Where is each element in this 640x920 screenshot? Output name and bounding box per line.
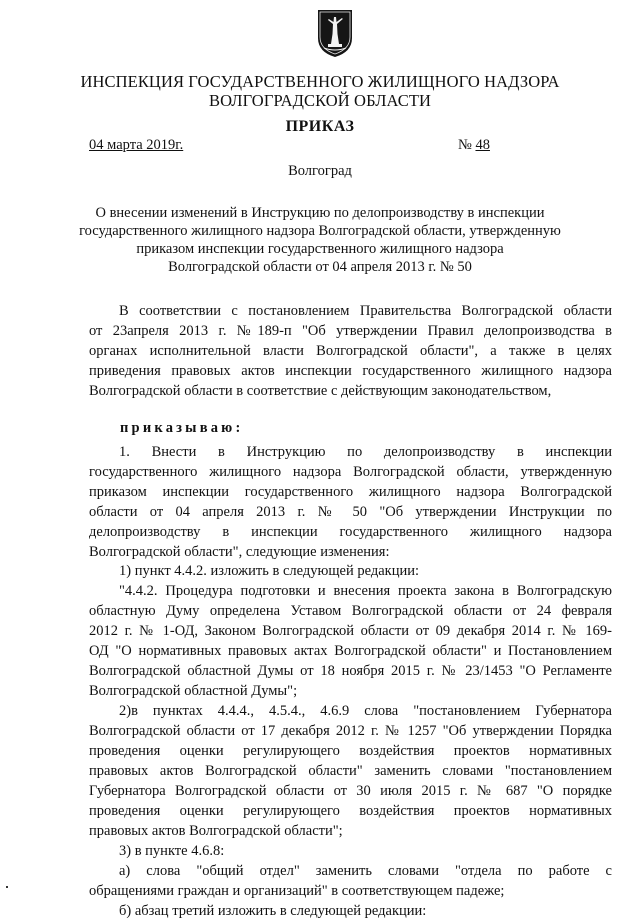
scan-speck: [6, 886, 8, 888]
body-line: проведения оценки регулирующего воздействия проектов нормативных: [89, 743, 612, 759]
body-line: обращениями граждан и организаций" в соответствующем падеже;: [89, 883, 505, 899]
subject-line: государственного жилищного надзора Волгоградской области, утвержденную: [79, 223, 561, 239]
body-line: а) слова "общий отдел" заменить словами "отдела по работе с: [119, 863, 612, 879]
order-number: [458, 137, 490, 154]
body-line: правовых актов Волгоградской области";: [89, 823, 343, 839]
organization-name-line1: ИНСПЕКЦИЯ ГОСУДАРСТВЕННОГО ЖИЛИЩНОГО НАДЗОРА: [80, 72, 560, 91]
document-type-title: ПРИКАЗ: [285, 118, 355, 135]
body-line: Губернатора Волгоградской области от 30 июля 2015 г. № 687 "О порядке: [89, 783, 612, 799]
body-line: Волгоградской области", следующие изменения:: [89, 544, 390, 560]
order-subject: [60, 204, 580, 276]
body-line: Волгоградской областной Думы от 18 ноября 2015 г. № 23/1453 "О Регламенте: [89, 663, 612, 679]
body-line: ОД "О нормативных правовых актах Волгоградской области" и Постановлением: [89, 643, 612, 659]
body-line: 1) пункт 4.4.2. изложить в следующей редакции:: [119, 563, 419, 579]
body-line: областную Думу определена Уставом Волгоградской области от 24 февраля: [89, 603, 612, 619]
decree-word: приказываю:: [120, 420, 244, 436]
body-line: 2012 г. № 1-ОД, Законом Волгоградской области от 09 декабря 2014 г. № 169-: [89, 623, 612, 639]
body-line: правовых актов Волгоградской области" заменить словами "постановлением: [89, 763, 612, 779]
city-name: Волгоград: [288, 163, 352, 179]
body-line: проведения оценки регулирующего воздействия проектов нормативных: [89, 803, 612, 819]
body-line: 3) в пункте 4.6.8:: [119, 843, 225, 859]
body-line: Волгоградской области от 17 декабря 2012 г. № 1257 "Об утверждении Порядка: [89, 723, 612, 739]
subject-line: приказом инспекции государственного жилищного надзора: [136, 241, 504, 257]
preamble-line: от 23апреля 2013 г. №189-п "Об утверждении Правил делопроизводства в: [89, 323, 612, 339]
order-date: 04 марта 2019г.: [89, 137, 184, 153]
preamble-line: органах исполнительной власти Волгоградской области", а также в целях: [89, 343, 612, 359]
subject-line: О внесении изменений в Инструкцию по делопроизводству в инспекции: [95, 205, 545, 221]
number-value: 48: [475, 137, 490, 153]
body-line: Волгоградской областной Думы";: [89, 683, 298, 699]
body-line: государственного жилищного надзора Волгоградской области, утвержденную: [89, 464, 612, 480]
body-line: области от 04 апреля 2013 г. № 50 "Об утверждении Инструкции по: [89, 504, 612, 520]
preamble-line: приведения правовых актов инспекции государственного жилищного надзора: [89, 363, 612, 379]
body-line: приказом инспекции государственного жилищного надзора Волгоградской: [89, 484, 612, 500]
subject-line: Волгоградской области от 04 апреля 2013 г. № 50: [168, 259, 472, 275]
organization-name-line2: ВОЛГОГРАДСКОЙ ОБЛАСТИ: [208, 91, 432, 110]
body-line: 2)в пунктах 4.4.4., 4.5.4., 4.6.9 слова "постановлением Губернатора: [119, 703, 612, 719]
body-line: делопроизводству в инспекции государственного жилищного надзора: [89, 524, 612, 540]
body-line: "4.4.2. Процедура подготовки и внесения проекта закона в Волгоградскую: [119, 583, 612, 599]
body-line: б) абзац третий изложить в следующей редакции:: [119, 903, 427, 919]
number-sign: №: [458, 137, 472, 153]
body-line: 1. Внести в Инструкцию по делопроизводству в инспекции: [119, 444, 612, 460]
coat-of-arms-emblem: [316, 8, 354, 58]
preamble-line: В соответствии с постановлением Правительства Волгоградской области: [119, 303, 612, 319]
preamble-line: Волгоградской области в соответствие с действующим законодательством,: [89, 383, 552, 399]
